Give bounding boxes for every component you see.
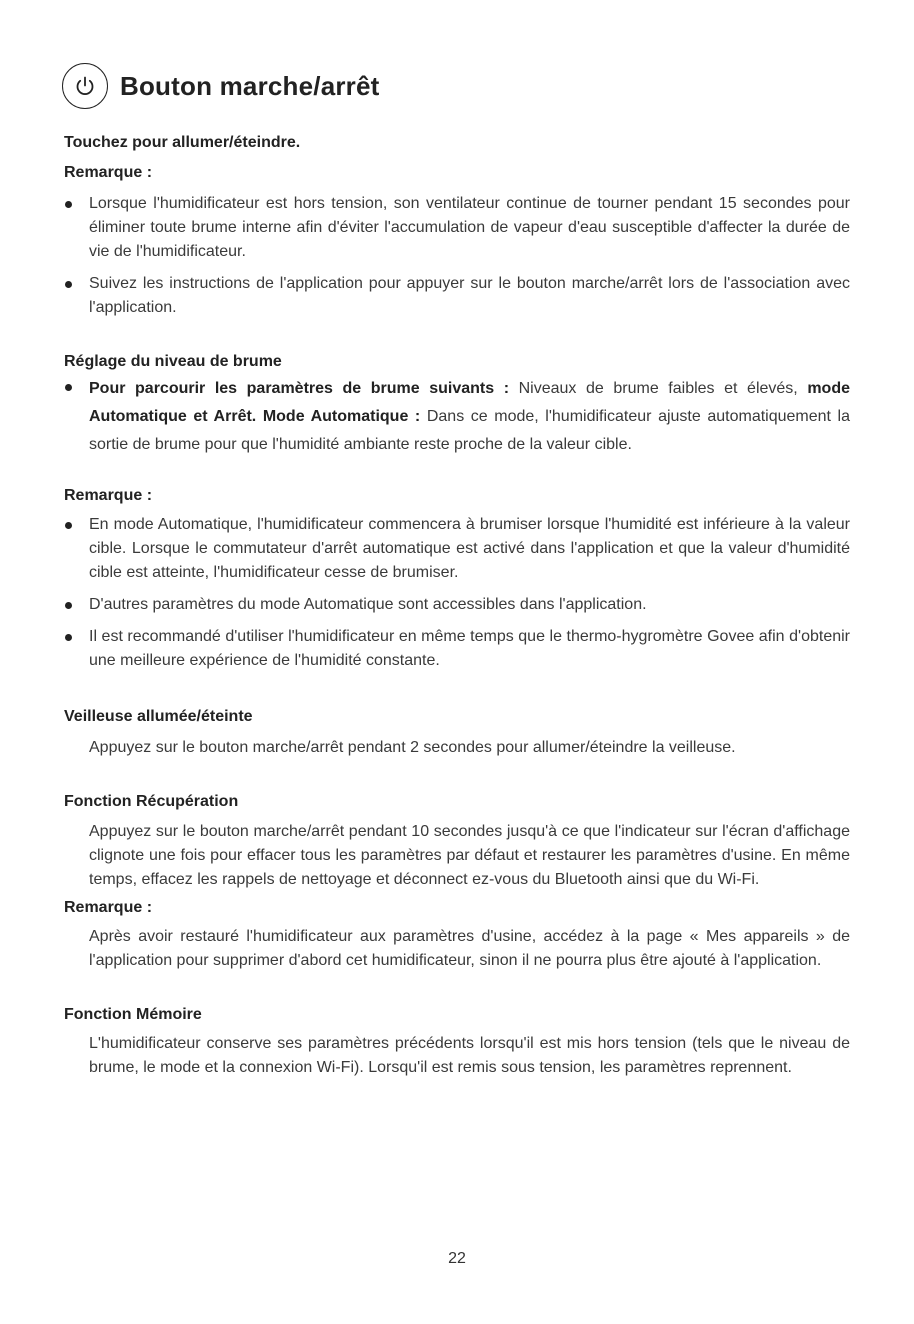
power-icon (62, 63, 108, 109)
content (64, 128, 850, 1080)
recovery-text: Appuyez sur le bouton marche/arrêt pendant 10 secondes jusqu'à ce que l'indicateur sur l'écran d'affichage clignote une fois pour effacer tous les paramètres par défaut et restaurer les paramètres d'usine. En même temps, effacez les rappels de nettoyage et déconnect ez-vous du Bluetooth ainsi que du Wi-Fi. (89, 823, 850, 888)
auto-bullet-1: En mode Automatique, l'humidificateur commencera à brumiser lorsque l'humidité est inférieure à la valeur cible. Lorsque le commutateur d'arrêt automatique est activé dans l'application et que la valeur d'humidité cible est atteinte, l'humidificateur cesse de brumiser. (64, 513, 850, 585)
night-light-text: Appuyez sur le bouton marche/arrêt pendant 2 secondes pour allumer/éteindre la veilleuse. (89, 739, 736, 756)
power-bullet-1: Lorsque l'humidificateur est hors tension, son ventilateur continue de tourner pendant 15 secondes pour éliminer toute brume interne afin d'éviter l'accumulation de vapeur d'eau susceptible d'affecter la durée de vie de l'humidificateur. (64, 192, 850, 264)
page-number: 22 (448, 1250, 466, 1267)
mist-text-1: Niveaux de brume faibles et élevés, (509, 380, 808, 397)
auto-bullet-2: D'autres paramètres du mode Automatique sont accessibles dans l'application. (64, 593, 850, 617)
recovery-heading: Fonction Récupération (64, 793, 239, 810)
auto-bullet-3: Il est recommandé d'utiliser l'humidificateur en même temps que le thermo-hygromètre Govee afin d'obtenir une meilleure expérience de l'humidité constante. (64, 625, 850, 673)
mist-text-2: Dans ce mode, l'humidificateur ajuste automatiquement la sortie de brume pour que l'humidité ambiante reste proche de la valeur cible. (89, 408, 851, 453)
auto-note-label: Remarque : (64, 487, 153, 504)
mist-heading: Réglage du niveau de brume (64, 353, 282, 370)
night-light-heading: Veilleuse allumée/éteinte (64, 708, 253, 725)
recovery-note-text: Après avoir restauré l'humidificateur aux paramètres d'usine, accédez à la page « Mes appareils » de l'application pour supprimer d'abord cet humidificateur, sinon il ne pourra plus être ajouté à l'application. (89, 928, 850, 969)
recovery-note-label: Remarque : (64, 899, 153, 916)
mist-bold-2: mode Automatique et Arrêt. Mode Automatique : (89, 380, 850, 425)
mist-bold-1: Pour parcourir les paramètres de brume suivants : (89, 380, 510, 397)
memory-heading: Fonction Mémoire (64, 1006, 202, 1023)
power-note-label: Remarque : (64, 164, 153, 181)
memory-text: L'humidificateur conserve ses paramètres précédents lorsqu'il est mis hors tension (tels que le niveau de brume, le mode et la connexion Wi-Fi). Lorsqu'il est remis sous tension, les paramètres reprennent. (89, 1035, 850, 1076)
mist-bullet (64, 375, 850, 459)
page-title: Bouton marche/arrêt (120, 70, 380, 101)
power-bullet-2: Suivez les instructions de l'application pour appuyer sur le bouton marche/arrêt lors de l'association avec l'application. (64, 272, 850, 320)
power-instruction: Touchez pour allumer/éteindre. (64, 134, 301, 151)
section-header (62, 63, 380, 109)
